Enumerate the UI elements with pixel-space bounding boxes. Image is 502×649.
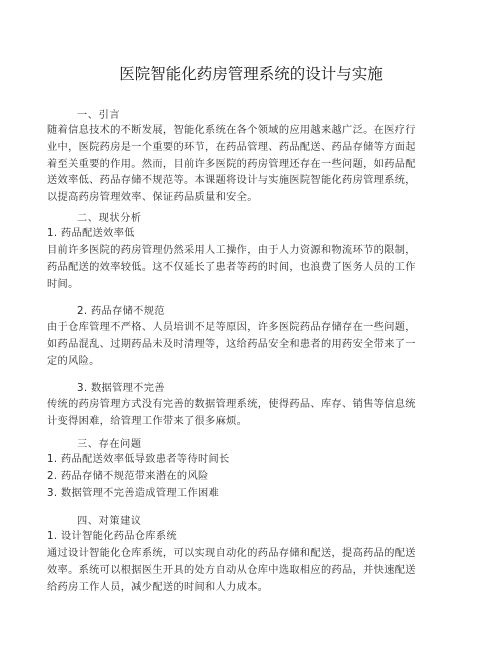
intro-paragraph [47, 123, 459, 207]
paragraph-line: 通过设计智能化仓库系统，可以实现自动化的药品存储和配送，提高药品的配送 [47, 548, 416, 559]
paragraph-line: 传统的药房管理方式没有完善的数据管理系统，使得药品、库存、销售等信息统 [47, 399, 416, 410]
paragraph-line: 计变得困难，给管理工作带来了很多麻烦。 [47, 415, 248, 427]
paragraph-line: 着至关重要的作用。然而，目前许多医院的药房管理还存在一些问题，如药品配 [47, 158, 416, 170]
status-item-3-title: 3. 数据管理不完善 [77, 383, 165, 394]
status-item-1-title: 1. 药品配送效率低 [47, 228, 135, 239]
paragraph-line: 业中，医院药房是一个重要的环节，在药品管理、药品配送、药品存储等方面起 [47, 141, 416, 153]
paragraph-line: 以提高药房管理效率、保证药品质量和安全。 [47, 192, 258, 204]
problems-list [47, 452, 459, 502]
list-item: 1. 药品配送效率低导致患者等待时间长 [47, 454, 230, 465]
suggestion-item-1-title: 1. 设计智能化药品仓库系统 [47, 531, 177, 542]
paragraph-line: 效率。系统可以根据医生开具的处方自动从仓库中选取相应的药品，并快速配送 [47, 564, 416, 576]
paragraph-line: 时间。 [47, 278, 79, 290]
list-item: 2. 药品存储不规范带来潜在的风险 [47, 470, 209, 482]
status-item-2-paragraph [47, 320, 459, 370]
paragraph-line: 药品配送的效率较低。这不仅延长了患者等药的时间，也浪费了医务人员的工作 [47, 261, 416, 273]
document-title: 医院智能化药房管理系统的设计与实施 [119, 65, 383, 83]
section-heading-intro: 一、引言 [77, 110, 121, 121]
section-heading-problems: 三、存在问题 [77, 439, 142, 450]
paragraph-line: 定的风险。 [47, 355, 100, 367]
list-item: 3. 数据管理不完善造成管理工作困难 [47, 487, 220, 499]
status-item-3-paragraph [47, 397, 459, 431]
paragraph-line: 如药品混乱、过期药品未及时清理等，这给药品安全和患者的用药安全带来了一 [47, 338, 416, 350]
paragraph-line: 目前许多医院的药房管理仍然采用人工操作，由于人力资源和物流环节的限制， [47, 245, 416, 256]
paragraph-line: 给药房工作人员，减少配送的时间和人力成本。 [47, 581, 269, 593]
paragraph-line: 随着信息技术的不断发展，智能化系统在各个领域的应用越来越广泛。在医疗行 [47, 125, 416, 136]
paragraph-line: 由于仓库管理不严格、人员培训不足等原因，许多医院药品存储存在一些问题， [47, 322, 416, 333]
status-item-2-title: 2. 药品存储不规范 [77, 306, 165, 317]
section-heading-suggestions: 四、对策建议 [77, 516, 142, 527]
status-item-1-paragraph [47, 243, 459, 293]
section-heading-status: 二、现状分析 [77, 213, 142, 224]
paragraph-line: 送效率低、药品存储不规范等。本课题将设计与实施医院智能化药房管理系统， [47, 175, 416, 187]
suggestion-item-1-paragraph [47, 546, 459, 596]
